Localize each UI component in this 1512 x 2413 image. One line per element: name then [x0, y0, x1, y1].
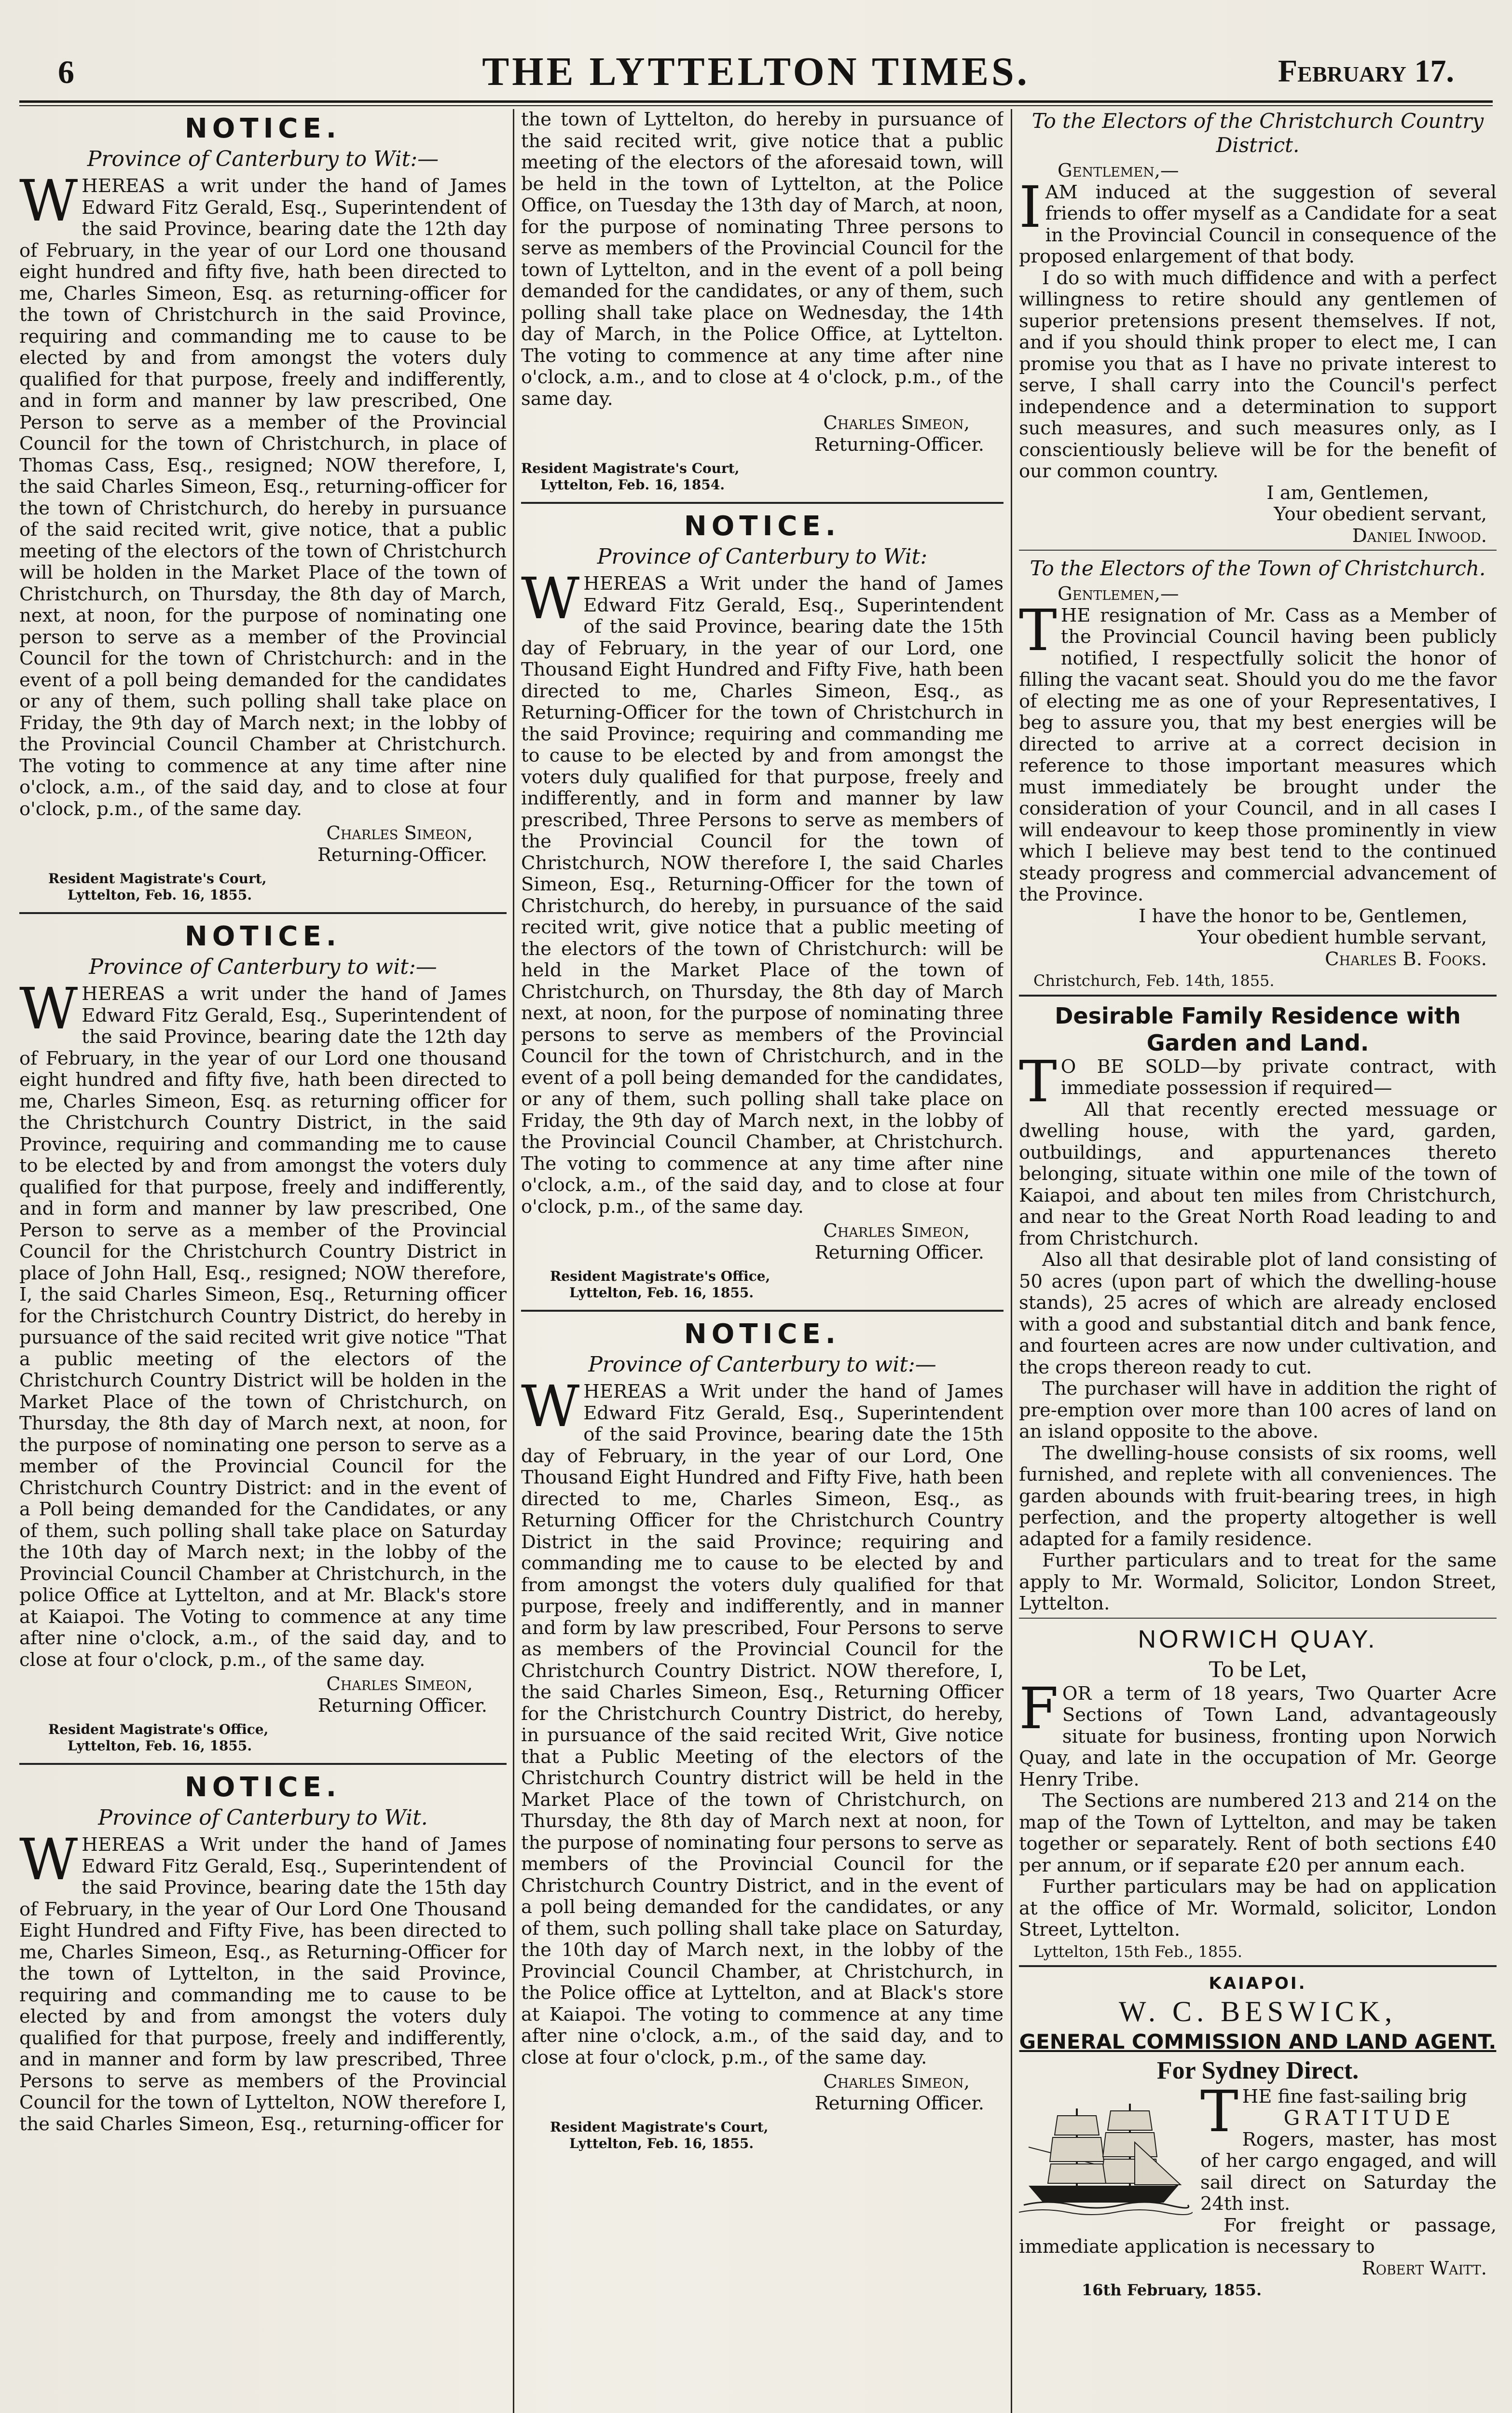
- notice-subheading: Province of Canterbury to wit:—: [588, 1352, 936, 1377]
- masthead-rule: [19, 100, 1493, 103]
- route-heading: For Sydney Direct.: [1156, 2056, 1359, 2084]
- ship-icon: [1019, 2089, 1193, 2219]
- drop-cap: W: [19, 975, 78, 1042]
- advert-place: KAIAPOI.: [1209, 1974, 1307, 1993]
- notice-heading: NOTICE.: [184, 1772, 342, 1803]
- advert-body: Further particulars and to treat for the same apply to Mr. Wormald, Solicitor, London Street, Lyttelton.: [1019, 1550, 1497, 1614]
- divider: [521, 1310, 1003, 1312]
- signatory-role: Returning-Officer.: [814, 433, 984, 456]
- notice-body: WHEREAS a Writ under the hand of James Edward Fitz Gerald, Esq., Superintendent of the said Province, bearing date the 15th day of February, in the year of Our Lord One Thousand Eight Hundred and Fifty Five, has been directed to me, Charles Simeon, Esq., as Returning-Officer for the town of Lyttelton, in the said Province, requiring and commanding me to cause to be elected by and from amongst the voters duly qualified for that purpose, freely and indifferently, and in manner and form by law prescribed, Three Persons to serve as members of the Provincial Council for the town of Lyttelton, NOW therefore I, the said Charles Simeon, Esq., returning-officer for: [19, 1826, 507, 2135]
- address-body: I do so with much diffidence and with a perfect willingness to retire should any gentlemen of superior pretensions present themselves. If not, and if you should think proper to elect me, I can promise you that as I have no private interest to serve, I shall carry into the Council's perfect independence and a determination to support such measures, and such measures only, as I conscientiously believe will be for the benefit of our common country.: [1019, 267, 1497, 482]
- advert-subheading: To be Let,: [1209, 1655, 1307, 1682]
- footnote-place: Resident Magistrate's Court,: [521, 460, 740, 476]
- page-number: 6: [58, 54, 74, 90]
- signatory-role: Returning Officer.: [814, 1241, 984, 1263]
- notice-christchurch-country: [19, 920, 507, 1765]
- divider: [1019, 1618, 1497, 1619]
- signature: Charles B. Fooks.: [1325, 948, 1487, 970]
- divider: [19, 912, 507, 914]
- dateline: Christchurch, Feb. 14th, 1855.: [1033, 971, 1275, 990]
- advert-body: All that recently erected messuage or dwelling house, with the yard, garden, outbuildings, and appurtenances thereto belonging, situate within one mile of the town of Kaiapoi, and about ten miles from Christchurch, and near to the Great North Road leading to and from Christchurch.: [1019, 1098, 1497, 1249]
- notice-body: WHEREAS a Writ under the hand of James Edward Fitz Gerald, Esq., Superintendent of the said Province, bearing date the 15th day of February, in the year of our Lord, One Thousand Eight Hundred and Fifty Five, hath been directed to me, Charles Simeon, Esq., as Returning Officer for the Christchurch Country District in the said Province; requiring and commanding me to cause to be elected by and from amongst the voters duly qualified for that purpose, freely and indifferently, and in manner and form by law prescribed, Four Persons to serve as members of the Provincial Council for the Christchurch Country District. NOW therefore, I, the said Charles Simeon, Esq., Returning Officer for the Christchurch Country District, do hereby, in pursuance of the said recited Writ, Give notice that a Public Meeting of the electors of the Christchurch Country district will be held in the Market Place of the town of Christchurch, on Thursday, the 8th day of March next at noon, for the purpose of nominating four persons to serve as members of the Provincial Council for the Christchurch Country District, and in the event of a poll being demanded for the candidates, or any of them, such polling shall take place on Saturday, the 10th day of March next, in the lobby of the Provincial Council Chamber, at Christchurch, in the Police office at Lyttelton, and at Black's store at Kaiapoi. The voting to commence at any time after nine o'clock, a.m., of the said day, and to close at four o'clock, p.m., of the same day.: [521, 1373, 1003, 2068]
- advert-heading: NORWICH QUAY.: [1138, 1625, 1378, 1653]
- column-2: [521, 109, 1003, 2413]
- notice-subheading: Province of Canterbury to Wit:: [597, 544, 928, 569]
- notice-subheading: Province of Canterbury to Wit.: [98, 1805, 428, 1830]
- footnote-date: Lyttelton, Feb. 16, 1854.: [540, 477, 725, 493]
- address-body: IAM induced at the suggestion of several friends to offer myself as a Candidate for a seat in the Provincial Council in consequence of the proposed enlargement of that body.: [1019, 173, 1497, 267]
- notice-lyttelton-town-continued: [521, 109, 1003, 504]
- address-heading: To the Electors of the Town of Christchurch.: [1030, 556, 1486, 580]
- salutation: Gentlemen,—: [1058, 583, 1179, 605]
- signatory-role: Returning Officer.: [814, 2092, 984, 2114]
- advert-body: THE fine fast-sailing brig: [1200, 2078, 1467, 2145]
- divider: [521, 502, 1003, 504]
- drop-cap: W: [19, 167, 78, 234]
- footnote-place: Resident Magistrate's Court,: [550, 2119, 769, 2135]
- notice-heading: NOTICE.: [684, 1318, 841, 1350]
- advert-body: Rogers, master, has most of her cargo engaged, and will sail direct on Saturday the 24th inst.: [1200, 2128, 1497, 2215]
- footnote-date: Lyttelton, Feb. 16, 1855.: [569, 2136, 754, 2151]
- footnote-date: Lyttelton, Feb. 16, 1855.: [68, 1738, 252, 1754]
- notice-country-four-persons: [521, 1317, 1003, 2152]
- agent-name: W. C. BESWICK,: [1118, 1995, 1397, 2027]
- masthead: [14, 43, 1498, 97]
- signatory-role: Returning-Officer.: [317, 844, 487, 866]
- salutation: Gentlemen,—: [1058, 160, 1179, 181]
- advert-body: The dwelling-house consists of six rooms, well furnished, and replete with all conveniences. The garden abounds with fruit-bearing trees, in high perfection, and the property altogether is well adapted for a family residence.: [1019, 1442, 1497, 1550]
- drop-cap: F: [1019, 1675, 1058, 1742]
- signature: Charles Simeon,: [823, 412, 970, 434]
- sale-residence: [1019, 1002, 1497, 1619]
- address-heading: To the Electors of the Christchurch Country District.: [1031, 109, 1484, 157]
- let-norwich-quay: [1019, 1624, 1497, 1968]
- closing: Your obedient servant,: [1274, 503, 1487, 525]
- signature: Charles Simeon,: [823, 1220, 970, 1242]
- dateline: 16th February, 1855.: [1082, 2281, 1262, 2299]
- advert-body: For freight or passage, immediate application is necessary to: [1019, 2214, 1497, 2258]
- notice-subheading: Province of Canterbury to wit:—: [89, 955, 437, 979]
- sailing-ship-illustration: [1019, 2089, 1193, 2219]
- ship-name: GRATITUDE: [1283, 2106, 1456, 2130]
- masthead-rule-thin: [19, 105, 1493, 106]
- notice-heading: NOTICE.: [684, 511, 841, 542]
- column-divider: [1011, 109, 1012, 2413]
- closing: Your obedient humble servant,: [1197, 927, 1487, 948]
- footnote-date: Lyttelton, Feb. 16, 1855.: [68, 887, 252, 903]
- footnote-date: Lyttelton, Feb. 16, 1855.: [569, 1285, 754, 1301]
- signature: Daniel Inwood.: [1352, 525, 1487, 547]
- column-divider: [513, 109, 514, 2413]
- closing: I have the honor to be, Gentlemen,: [1139, 905, 1468, 927]
- address-body: THE resignation of Mr. Cass as a Member of the Provincial Council having been publicly notified, I respectfully solicit the honor of filling the vacant seat. Should you do me the favor of electing me as one of your Representatives, I beg to assure you, that my best energies will be directed to arrive at a correct decision in reference to those important measures which must immediately be brought under the consideration of your Council, and in all cases I will endeavour to keep those prominently in view which I believe may best tend to the continued steady progress and commercial advancement of the Province.: [1019, 596, 1497, 905]
- column-3: [1019, 109, 1497, 2413]
- drop-cap: T: [1019, 1048, 1057, 1115]
- dateline: Lyttelton, 15th Feb., 1855.: [1033, 1942, 1243, 1961]
- address-fooks: [1019, 556, 1497, 997]
- drop-cap: W: [521, 565, 580, 632]
- notice-heading: NOTICE.: [184, 113, 342, 144]
- advert-body: FOR a term of 18 years, Two Quarter Acre Sections of Town Land, advantageously situate for business, fronting upon Norwich Quay, and late in the occupation of Mr. George Henry Tribe.: [1019, 1675, 1497, 1790]
- advert-heading: Desirable Family Residence with Garden and Land.: [1055, 1002, 1461, 1056]
- divider: [1019, 550, 1497, 551]
- notice-body: WHEREAS a writ under the hand of James Edward Fitz Gerald, Esq., Superintendent of the said Province, bearing date the 12th day of February, in the year of our Lord one thousand eight hundred and fifty five, hath been directed to me, Charles Simeon, Esq. as returning-officer for the town of Christchurch in the said Province, requiring and commanding me to cause to be elected by and from amongst the voters duly qualified for that purpose, freely and indifferently, and in form and manner by law prescribed, One Person to serve as a member of the Provincial Council for the town of Christchurch, in place of Thomas Cass, Esq., resigned; NOW therefore, I, the said Charles Simeon, Esq., returning-officer for the town of Christchurch, do hereby in pursuance of the said recited writ, give notice, that a public meeting of the electors of the town of Christchurch will be holden in the Market Place of the town of Christchurch, on Thursday, the 8th day of March, next, at noon, for the purpose of nominating one person to serve as a member of the Provincial Council for the town of Christchurch: and in the event of a poll being demanded for the candidates or any of them, such polling shall take place on Friday, the 9th day of March next; in the lobby of the Provincial Council Chamber at Christchurch. The voting to commence at any time after nine o'clock, a.m., of the said day, and to close at four o'clock, p.m., of the same day.: [19, 167, 507, 820]
- address-inwood: [1019, 109, 1497, 551]
- notice-subheading: Province of Canterbury to Wit:—: [87, 147, 439, 171]
- signatory-role: Returning Officer.: [317, 1694, 487, 1717]
- notice-christchurch-three-persons: [521, 510, 1003, 1312]
- drop-cap: T: [1019, 596, 1057, 664]
- closing: I am, Gentlemen,: [1266, 482, 1429, 504]
- advert-body: Further particulars may be had on application at the office of Mr. Wormald, solicitor, London Street, Lyttelton.: [1019, 1876, 1497, 1941]
- signature: Charles Simeon,: [326, 1673, 473, 1695]
- drop-cap: T: [1200, 2078, 1238, 2145]
- notice-body: WHEREAS a Writ under the hand of James Edward Fitz Gerald, Esq., Superintendent of the said Province, bearing date the 15th day of February, in the year of our Lord, one Thousand Eight Hundred and Fifty Five, hath been directed to me, Charles Simeon, Esq., as Returning-Officer for the town of Christchurch in the said Province; requiring and commanding me to cause to be elected by and from amongst the voters duly qualified for that purpose, freely and indifferently, and in form and manner by law prescribed, Three Persons to serve as members of the Provincial Council for the town of Christchurch, NOW therefore I, the said Charles Simeon, Esq., Returning-Officer for the town of Christchurch, do hereby, in pursuance of the said recited writ, give notice that a public meeting of the electors of the town of Christchurch: will be held in the Market Place of the town of Christchurch, on Thursday, the 8th day of March next, at noon, for the purpose of nominating three persons to serve as members of the Provincial Council for the town of Christchurch, and in the event of a poll being demanded for the candidates, or any of them, such polling shall take place on Friday, the 9th day of March next, in the lobby of the Provincial Council Chamber, at Christchurch. The voting to commence at any time after nine o'clock, a.m., of the said day, and to close at four o'clock, p.m., of the same day.: [521, 565, 1003, 1218]
- drop-cap: I: [1019, 173, 1042, 240]
- signature: Charles Simeon,: [823, 2071, 970, 2093]
- newspaper-title: THE LYTTELTON TIMES.: [482, 49, 1030, 94]
- footnote-place: Resident Magistrate's Office,: [48, 1721, 269, 1737]
- drop-cap: W: [19, 1826, 78, 1893]
- notice-heading: NOTICE.: [184, 921, 342, 952]
- column-1: [19, 109, 507, 2413]
- notice-body: the town of Lyttelton, do hereby in pursuance of the said recited writ, give notice that a public meeting of the electors of the aforesaid town, will be held in the town of Lyttelton, at the Police Office, on Tuesday the 13th day of March, at noon, for the purpose of nominating Three persons to serve as members of the Provincial Council for the town of Lyttelton, and in the event of a poll being demanded for the candidates, or any of them, such polling shall take place on Wednesday, the 14th day of March, in the Police Office, at Lyttelton. The voting to commence at any time after nine o'clock, a.m., and to close at 4 o'clock, p.m., of the same day.: [521, 109, 1003, 410]
- shipping-gratitude: [1019, 1973, 1497, 2301]
- footnote-place: Resident Magistrate's Office,: [550, 1268, 770, 1284]
- divider: [1019, 1965, 1497, 1967]
- footnote-place: Resident Magistrate's Court,: [48, 871, 267, 887]
- divider: [1019, 995, 1497, 997]
- drop-cap: W: [521, 1373, 580, 1440]
- signature: Charles Simeon,: [326, 822, 473, 844]
- advert-body: Also all that desirable plot of land consisting of 50 acres (upon part of which the dwelling-house stands), 25 acres of which are already enclosed with a good and substantial ditch and bank fence, and fourteen acres are now under cultivation, and the crops thereon ready to cut.: [1019, 1249, 1497, 1378]
- notice-christchurch-town: [19, 112, 507, 914]
- issue-date: February 17.: [1278, 54, 1454, 89]
- agent-business: GENERAL COMMISSION AND LAND AGENT.: [1019, 2029, 1497, 2053]
- advert-body: The Sections are numbered 213 and 214 on the map of the Town of Lyttelton, and may be taken together or separately. Rent of both sections £40 per annum, or if separate £20 per annum each.: [1019, 1790, 1497, 1876]
- notice-lyttelton-town: [19, 1771, 507, 2135]
- advert-body: T O BE SOLD—by private contract, with immediate possession if required—: [1019, 1048, 1497, 1115]
- advert-body: The purchaser will have in addition the right of pre-emption over more than 100 acres of land on an island opposite to the above.: [1019, 1378, 1497, 1442]
- notice-body: WHEREAS a writ under the hand of James Edward Fitz Gerald, Esq., Superintendent of the said Province, bearing date the 12th day of February, in the year of our Lord one thousand eight hundred and fifty five, hath been directed to me, Charles Simeon, Esq. as returning officer for the Christchurch Country District, in the said Province, requiring and commanding me to cause to be elected by and from amongst the voters duly qualified for that purpose, freely and indifferently, and in form and manner by law prescribed, One Person to serve as a member of the Provincial Council for the Christchurch Country District in place of John Hall, Esq., resigned; NOW therefore, I, the said Charles Simeon, Esq., Returning officer for the Christchurch Country District, do hereby in pursuance of the said recited writ give notice "That a public meeting of the electors of the Christchurch Country District will be holden in the Market Place of the town of Christchurch, on Thursday, the 8th day of March next, at noon, for the purpose of nominating one person to serve as a member of the Provincial Council for the Christchurch Country District: and in the event of a Poll being demanded for the Candidates, or any of them, such polling shall take place on Saturday the 10th day of March next; in the lobby of the Provincial Council Chamber at Christchurch, in the police Office at Lyttelton, and at Mr. Black's store at Kaiapoi. The Voting to commence at any time after nine o'clock, a.m., of the said day, and to close at four o'clock, p.m., of the same day.: [19, 975, 507, 1671]
- divider: [19, 1763, 507, 1765]
- signature: Robert Waitt.: [1361, 2257, 1487, 2279]
